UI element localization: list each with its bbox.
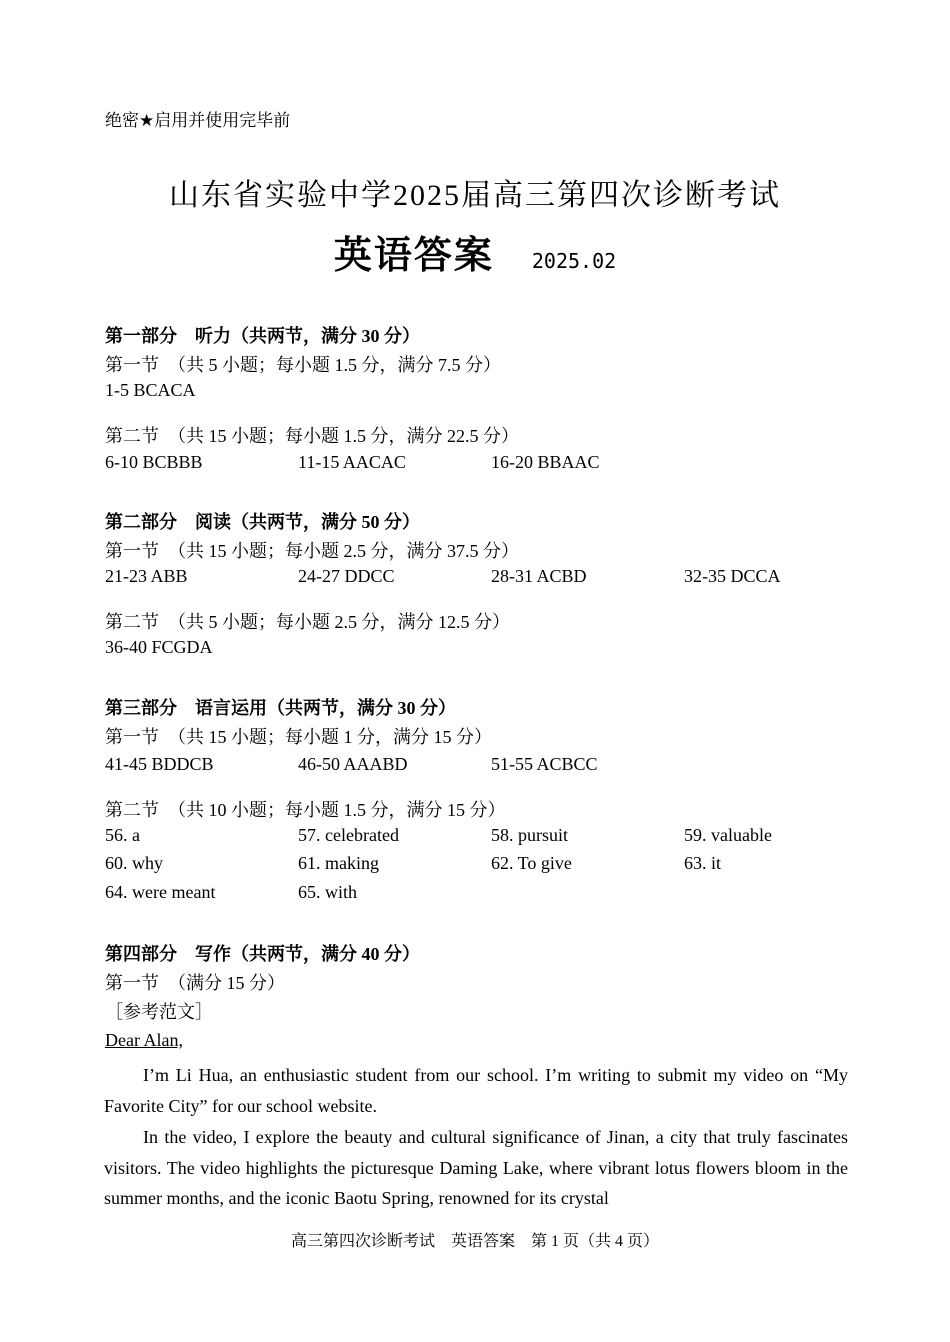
essay-paragraph: I’m Li Hua, an enthusiastic student from our school. I’m writing to submit my video on “My Favorite City” for our school website. [104, 1065, 848, 1116]
document-title: 英语答案 [333, 233, 494, 277]
part4-sec1-title: 第一节 （满分 15 分） [105, 973, 285, 993]
part4-heading: 第四部分 写作（共两节，满分 40 分） [105, 944, 420, 964]
part3-sec2-title: 第二节 （共 10 小题；每小题 1.5 分，满分 15 分） [105, 800, 506, 820]
sample-essay-label: ［参考范文］ [105, 1002, 213, 1022]
answer-group: 6-10 BCBBB [105, 452, 203, 472]
part2-heading: 第二部分 阅读（共两节，满分 50 分） [105, 512, 420, 532]
fill-answer: 65. with [298, 882, 358, 902]
part3-heading: 第三部分 语言运用（共两节，满分 30 分） [105, 698, 456, 718]
fill-answer: 56. a [105, 825, 140, 845]
fill-answer: 58. pursuit [491, 825, 569, 845]
part1-heading: 第一部分 听力（共两节，满分 30 分） [105, 326, 420, 346]
answer-group: 46-50 AAABD [298, 754, 408, 774]
fill-answer: 59. valuable [684, 825, 772, 845]
answer-group: 24-27 DDCC [298, 566, 395, 586]
answer-group: 41-45 BDDCB [105, 754, 214, 774]
school-exam-title: 山东省实验中学2025届高三第四次诊断考试 [169, 179, 781, 212]
fill-answer: 61. making [298, 853, 379, 873]
essay-paragraph: In the video, I explore the beauty and cultural significance of Jinan, a city that truly fascinates visitors. The video highlights the picturesque Daming Lake, where vibrant lotus flowers bloom in the summer months, and the iconic Baotu Spring, renowned for its crystal [104, 1127, 848, 1208]
answer-group: 1-5 BCACA [105, 380, 196, 400]
part3-sec1-title: 第一节 （共 15 小题；每小题 1 分，满分 15 分） [105, 727, 492, 747]
confidential-label: 绝密★启用并使用完毕前 [105, 111, 291, 131]
fill-answer: 62. To give [491, 853, 572, 873]
part1-sec1-title: 第一节 （共 5 小题；每小题 1.5 分，满分 7.5 分） [105, 355, 501, 375]
fill-answer: 60. why [105, 853, 163, 873]
essay-greeting: Dear Alan, [105, 1030, 183, 1050]
answer-group: 36-40 FCGDA [105, 637, 213, 657]
exam-date: 2025.02 [531, 249, 617, 273]
part2-sec2-title: 第二节 （共 5 小题；每小题 2.5 分，满分 12.5 分） [105, 612, 510, 632]
answer-group: 11-15 AACAC [298, 452, 406, 472]
page-footer: 高三第四次诊断考试 英语答案 第 1 页（共 4 页） [290, 1233, 659, 1250]
part1-sec2-title: 第二节 （共 15 小题；每小题 1.5 分，满分 22.5 分） [105, 426, 519, 446]
answer-group: 51-55 ACBCC [491, 754, 598, 774]
fill-answer: 63. it [684, 853, 722, 873]
answer-group: 32-35 DCCA [684, 566, 781, 586]
fill-answer: 57. celebrated [298, 825, 399, 845]
part2-sec1-title: 第一节 （共 15 小题；每小题 2.5 分，满分 37.5 分） [105, 541, 519, 561]
answer-group: 16-20 BBAAC [491, 452, 600, 472]
answer-group: 21-23 ABB [105, 566, 188, 586]
title-row [0, 224, 950, 279]
fill-answer: 64. were meant [105, 882, 216, 902]
answer-group: 28-31 ACBD [491, 566, 587, 586]
